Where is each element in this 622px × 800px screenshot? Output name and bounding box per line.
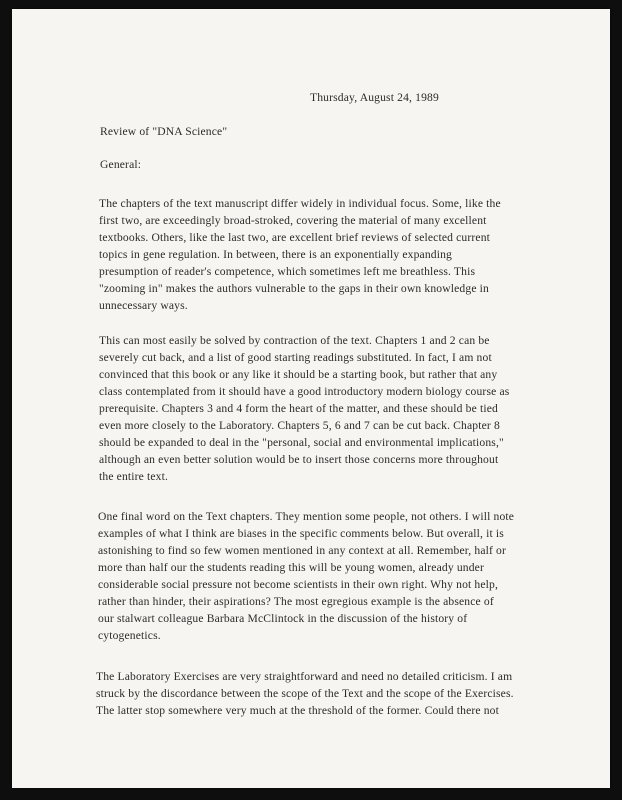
text-line: our stalwart colleague Barbara McClintock in the discussion of the history of bbox=[98, 612, 468, 625]
text-line: The chapters of the text manuscript differ widely in individual focus. Some, like the bbox=[99, 197, 501, 210]
text-line: One final word on the Text chapters. They mention some people, not others. I will note bbox=[98, 510, 515, 523]
paragraph-1 bbox=[99, 195, 501, 314]
text-line: convinced that this book or any like it should be a starting book, but rather that any bbox=[99, 368, 498, 381]
text-line: prerequisite. Chapters 3 and 4 form the heart of the matter, and these should be tied bbox=[99, 402, 498, 415]
text-line: severely cut back, and a list of good starting readings substituted. In fact, I am not bbox=[99, 351, 492, 364]
text-line: unnecessary ways. bbox=[99, 299, 188, 312]
text-line: first two, are exceedingly broad-stroked, covering the material of many excellent bbox=[99, 214, 487, 227]
paragraph-4 bbox=[96, 668, 514, 719]
text-line: presumption of reader's competence, which sometimes left me breathless. This bbox=[99, 265, 476, 278]
text-line: more than half our the students reading this will be young women, already under bbox=[98, 561, 484, 574]
text-line: cytogenetics. bbox=[98, 629, 161, 642]
text-line: the entire text. bbox=[99, 470, 169, 483]
text-line: examples of what I think are biases in the specific comments below. But overall, it is bbox=[98, 527, 504, 540]
text-line: "zooming in" makes the authors vulnerable to the gaps in their own knowledge in bbox=[99, 282, 489, 295]
text-line: rather than hinder, their aspirations? The most egregious example is the absence of bbox=[98, 595, 494, 608]
text-line: although an even better solution would be to insert those concerns more throughout bbox=[99, 453, 499, 466]
text-line: textbooks. Others, like the last two, are excellent brief reviews of selected current bbox=[99, 231, 491, 244]
text-line: This can most easily be solved by contraction of the text. Chapters 1 and 2 can be bbox=[99, 334, 490, 347]
text-line: The Laboratory Exercises are very straightforward and need no detailed criticism. I am bbox=[96, 670, 513, 683]
text-line: astonishing to find so few women mentioned in any context at all. Remember, half or bbox=[98, 544, 507, 557]
paper-page bbox=[12, 9, 610, 788]
document-date: Thursday, August 24, 1989 bbox=[310, 91, 439, 104]
section-heading: General: bbox=[100, 158, 142, 171]
text-line: should be expanded to deal in the "personal, social and environmental implications," bbox=[99, 436, 504, 449]
review-title: Review of "DNA Science" bbox=[100, 125, 228, 138]
paragraph-3 bbox=[98, 508, 514, 644]
text-line: struck by the discordance between the scope of the Text and the scope of the Exercises. bbox=[96, 687, 514, 700]
text-line: The latter stop somewhere very much at the threshold of the former. Could there not bbox=[96, 704, 499, 717]
text-line: topics in gene regulation. In between, there is an exponentially expanding bbox=[99, 248, 453, 261]
text-line: considerable social pressure not become scientists in their own right. Why not help, bbox=[98, 578, 499, 591]
text-line: even more closely to the Laboratory. Chapters 5, 6 and 7 can be cut back. Chapter 8 bbox=[99, 419, 500, 432]
text-line: class contemplated from it should have a good introductory modern biology course as bbox=[99, 385, 510, 398]
paragraph-2 bbox=[99, 332, 509, 485]
